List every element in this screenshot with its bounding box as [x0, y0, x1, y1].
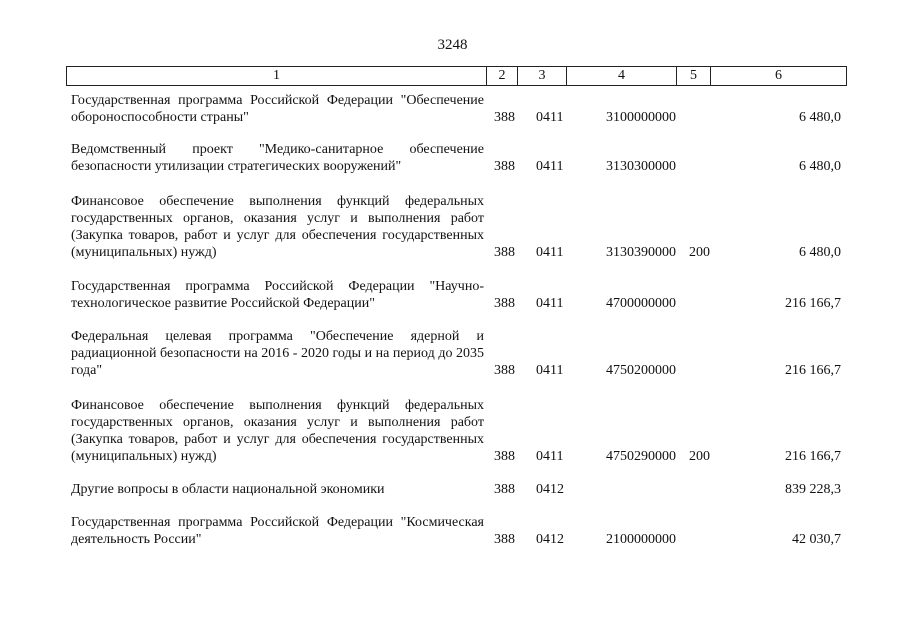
row-col-4: 4700000000 — [606, 296, 676, 311]
row-amount: 839 228,3 — [785, 482, 841, 497]
row-amount: 6 480,0 — [799, 245, 841, 260]
row-col-4: 2100000000 — [606, 532, 676, 547]
row-col-2: 388 — [494, 245, 515, 260]
row-col-2: 388 — [494, 363, 515, 378]
row-description: Государственная программа Российской Федерации "Космическая деятельность России" — [71, 515, 484, 547]
row-amount: 216 166,7 — [785, 363, 841, 378]
row-col-2: 388 — [494, 110, 515, 125]
row-description: Федеральная целевая программа "Обеспечение ядерной и радиационной безопасности на 2016 - 2020 годы и на период до 2035 года" — [71, 329, 484, 378]
row-description: Ведомственный проект "Медико-санитарное обеспечение безопасности утилизации стратегических вооружений" — [71, 142, 484, 174]
row-amount: 42 030,7 — [792, 532, 841, 547]
row-col-2: 388 — [494, 482, 515, 497]
row-amount: 6 480,0 — [799, 159, 841, 174]
row-col-2: 388 — [494, 449, 515, 464]
column-header-1: 1 — [67, 67, 487, 85]
page-number: 3248 — [437, 37, 468, 53]
row-description: Финансовое обеспечение выполнения функций федеральных государственных органов, оказания услуг и выполнения работ (Закупка товаров, работ и услуг для обеспечения государственных (муниципальных) нужд) — [71, 398, 484, 464]
column-header-2: 2 — [487, 67, 518, 85]
table-row — [66, 397, 847, 465]
row-col-3: 0412 — [536, 532, 564, 547]
column-header-4: 4 — [567, 67, 677, 85]
row-col-3: 0411 — [536, 296, 564, 311]
row-col-5: 200 — [689, 245, 710, 260]
table-row — [66, 328, 847, 379]
column-header-6: 6 — [775, 68, 782, 83]
row-col-4: 3130300000 — [606, 159, 676, 174]
row-col-4: 3100000000 — [606, 110, 676, 125]
row-description: Другие вопросы в области национальной экономики — [71, 482, 385, 497]
row-col-4: 4750200000 — [606, 363, 676, 378]
table-row — [66, 481, 847, 498]
row-description: Финансовое обеспечение выполнения функций федеральных государственных органов, оказания услуг и выполнения работ (Закупка товаров, работ и услуг для обеспечения государственных (муниципальных) нужд) — [71, 194, 484, 260]
row-col-3: 0411 — [536, 245, 564, 260]
row-col-4: 3130390000 — [606, 245, 676, 260]
table-row — [66, 92, 847, 126]
row-col-2: 388 — [494, 532, 515, 547]
row-col-3: 0411 — [536, 449, 564, 464]
row-col-4: 4750290000 — [606, 449, 676, 464]
table-header — [66, 66, 847, 86]
table-row — [66, 278, 847, 312]
table-row — [66, 193, 847, 261]
column-header-3: 3 — [518, 67, 567, 85]
row-amount: 6 480,0 — [799, 110, 841, 125]
row-col-2: 388 — [494, 159, 515, 174]
row-col-3: 0412 — [536, 482, 564, 497]
row-col-5: 200 — [689, 449, 710, 464]
column-header-5: 5 — [677, 67, 711, 85]
table-row — [66, 514, 847, 548]
row-description: Государственная программа Российской Федерации "Обеспечение обороноспособности страны" — [71, 93, 484, 125]
row-col-3: 0411 — [536, 110, 564, 125]
row-amount: 216 166,7 — [785, 296, 841, 311]
row-description: Государственная программа Российской Федерации "Научно-технологическое развитие Российской Федерации" — [71, 279, 484, 311]
row-col-3: 0411 — [536, 159, 564, 174]
row-amount: 216 166,7 — [785, 449, 841, 464]
table-row — [66, 141, 847, 175]
row-col-3: 0411 — [536, 363, 564, 378]
row-col-2: 388 — [494, 296, 515, 311]
